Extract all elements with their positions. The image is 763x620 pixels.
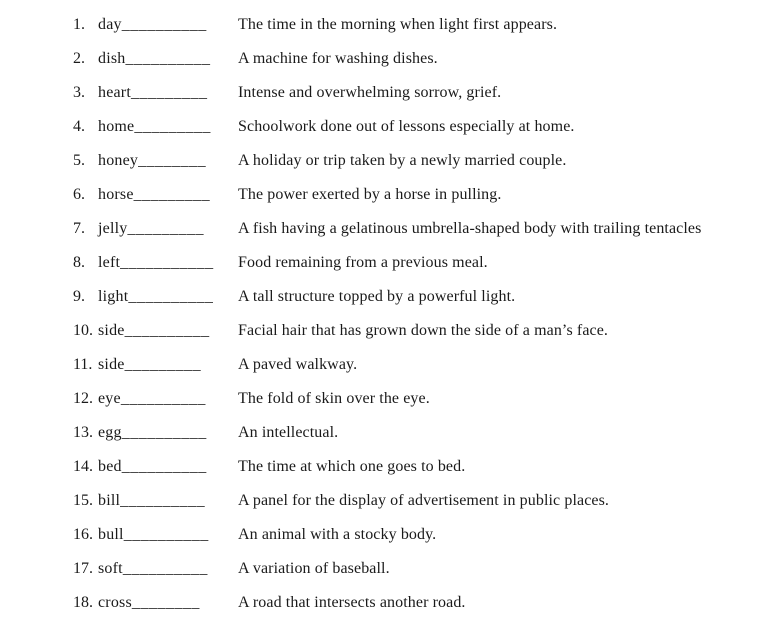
word-stem: bed — [98, 458, 122, 475]
definition-text: The time at which one goes to bed. — [238, 458, 466, 475]
worksheet-row — [0, 110, 763, 144]
worksheet-row — [0, 144, 763, 178]
word-stem: soft — [98, 560, 123, 577]
item-number: 4. — [73, 118, 85, 135]
worksheet-row — [0, 42, 763, 76]
answer-blank: __________ — [123, 526, 209, 543]
definition-text: An intellectual. — [238, 424, 339, 441]
word-stem: jelly — [98, 220, 128, 237]
definition-text: Schoolwork done out of lessons especially at home. — [238, 118, 575, 135]
answer-blank: ___________ — [120, 254, 214, 271]
worksheet-row — [0, 314, 763, 348]
row-lead — [73, 8, 238, 42]
item-number: 10. — [73, 322, 93, 339]
row-lead — [73, 348, 238, 382]
answer-blank: ________ — [131, 594, 200, 611]
item-number: 17. — [73, 560, 93, 577]
definition-text: An animal with a stocky body. — [238, 526, 437, 543]
definition-text: The power exerted by a horse in pulling. — [238, 186, 502, 203]
worksheet-row — [0, 348, 763, 382]
word-stem: home — [98, 118, 135, 135]
row-lead — [73, 518, 238, 552]
row-lead — [73, 178, 238, 212]
answer-blank: __________ — [121, 16, 207, 33]
item-number: 18. — [73, 594, 93, 611]
answer-blank: __________ — [128, 288, 214, 305]
worksheet-row — [0, 76, 763, 110]
answer-blank: ________ — [138, 152, 207, 169]
definition-text: Facial hair that has grown down the side of a man’s face. — [238, 322, 609, 339]
row-lead — [73, 382, 238, 416]
definition-text: Intense and overwhelming sorrow, grief. — [238, 84, 502, 101]
item-number: 15. — [73, 492, 93, 509]
worksheet-row — [0, 586, 763, 620]
item-number: 13. — [73, 424, 93, 441]
answer-blank: _________ — [134, 118, 211, 135]
definition-text: A variation of baseball. — [238, 560, 390, 577]
answer-blank: __________ — [124, 322, 210, 339]
item-number: 11. — [73, 356, 93, 373]
row-lead — [73, 76, 238, 110]
item-number: 7. — [73, 220, 85, 237]
row-lead — [73, 246, 238, 280]
word-stem: egg — [98, 424, 122, 441]
word-stem: light — [98, 288, 129, 305]
worksheet-row — [0, 518, 763, 552]
definition-text: A road that intersects another road. — [238, 594, 466, 611]
row-lead — [73, 42, 238, 76]
answer-blank: __________ — [120, 390, 206, 407]
word-stem: dish — [98, 50, 126, 67]
worksheet-row — [0, 280, 763, 314]
word-stem: horse — [98, 186, 134, 203]
word-stem: day — [98, 16, 122, 33]
definition-text: Food remaining from a previous meal. — [238, 254, 488, 271]
item-number: 8. — [73, 254, 85, 271]
word-stem: eye — [98, 390, 121, 407]
row-lead — [73, 450, 238, 484]
answer-blank: _________ — [124, 356, 202, 373]
row-lead — [73, 416, 238, 450]
definition-text: A panel for the display of advertisement in public places. — [238, 492, 610, 509]
word-stem: bill — [98, 492, 121, 509]
row-lead — [73, 280, 238, 314]
row-lead — [73, 484, 238, 518]
item-number: 2. — [73, 50, 85, 67]
definition-text: A holiday or trip taken by a newly married couple. — [238, 152, 567, 169]
word-stem: cross — [98, 594, 132, 611]
worksheet-row — [0, 382, 763, 416]
definition-text: The fold of skin over the eye. — [238, 390, 430, 407]
worksheet-row — [0, 8, 763, 42]
worksheet-row — [0, 178, 763, 212]
word-stem: heart — [98, 84, 131, 101]
worksheet-row — [0, 246, 763, 280]
item-number: 9. — [73, 288, 85, 305]
worksheet-row — [0, 450, 763, 484]
row-lead — [73, 212, 238, 246]
answer-blank: __________ — [121, 458, 207, 475]
item-number: 12. — [73, 390, 93, 407]
worksheet-row — [0, 212, 763, 246]
item-number: 5. — [73, 152, 85, 169]
row-lead — [73, 144, 238, 178]
row-lead — [73, 552, 238, 586]
worksheet-row — [0, 552, 763, 586]
answer-blank: _________ — [127, 220, 204, 237]
definition-text: A machine for washing dishes. — [238, 50, 438, 67]
answer-blank: __________ — [121, 424, 207, 441]
answer-blank: __________ — [125, 50, 211, 67]
item-number: 3. — [73, 84, 85, 101]
worksheet-row — [0, 416, 763, 450]
definition-text: The time in the morning when light first appears. — [238, 16, 558, 33]
answer-blank: __________ — [122, 560, 208, 577]
item-number: 6. — [73, 186, 85, 203]
item-number: 14. — [73, 458, 93, 475]
answer-blank: __________ — [120, 492, 206, 509]
item-number: 16. — [73, 526, 93, 543]
row-lead — [73, 314, 238, 348]
word-stem: honey — [98, 152, 139, 169]
definition-text: A fish having a gelatinous umbrella-shaped body with trailing tentacles — [238, 220, 702, 237]
definition-text: A paved walkway. — [238, 356, 358, 373]
row-lead — [73, 110, 238, 144]
answer-blank: _________ — [133, 186, 211, 203]
answer-blank: _________ — [130, 84, 208, 101]
worksheet-row — [0, 484, 763, 518]
word-stem: left — [98, 254, 121, 271]
definition-text: A tall structure topped by a powerful light. — [238, 288, 516, 305]
word-stem: side — [98, 356, 125, 373]
item-number: 1. — [73, 16, 85, 33]
row-lead — [73, 586, 238, 620]
word-stem: bull — [98, 526, 124, 543]
word-stem: side — [98, 322, 125, 339]
